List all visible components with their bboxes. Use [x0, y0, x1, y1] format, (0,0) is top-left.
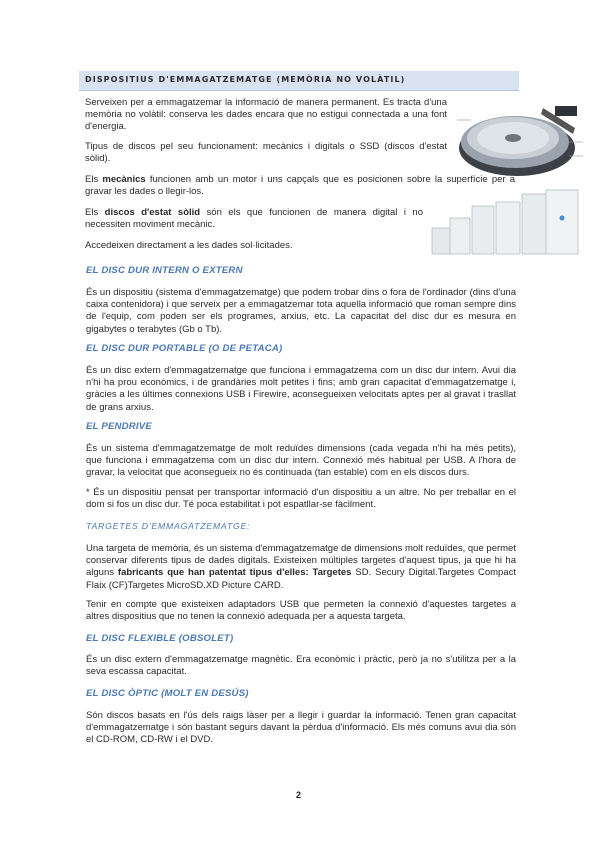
pendrive-text-2: * És un dispositiu pensat per transportar informació d'un dispositiu a un altre. No per treballar en el dom si fos un disc dur. Té poca estabilitat i pot espatllar-se fàcilment.	[86, 487, 516, 511]
section-header-bar	[79, 71, 519, 91]
intro-paragraph-5: Accedeixen directament a les dades sol·licitades.	[85, 240, 293, 251]
intro-paragraph-1: Serveixen per a emmagatzemar la informació de manera permanent. Es tracta d'una memòria no volàtil: conserva les dades encara que no estigui connectada a una font d'energia.	[85, 97, 447, 133]
pendrive-text-1: És un sistema d'emmagatzematge de molt reduïdes dimensions (cada vegada n'hi ha més petits), que funciona i emmagatzema com un disc dur intern. Connexió més habitual per USB. A l'hora de gravar, la velocitat que aconsegueix no és continuada (tan estable) com en els discos durs.	[86, 443, 516, 479]
optical-disk-text: Són discos basats en l'ús dels raigs làser per a llegir i guardar la informació. Tenen gran capacitat d'emmagatzematge i són bastant segurs davant la pèrdua d'informació. Els més comuns avui dia són el CD-ROM, CD-RW i el DVD.	[86, 710, 516, 746]
page-number: 2	[296, 790, 302, 800]
section-header-title: DISPOSITIUS D'EMMAGATZEMATGE (MEMÒRIA NO VOLÀTIL)	[85, 75, 406, 84]
heading-memory-cards: TARGETES D'EMMAGATZEMATGE:	[86, 521, 251, 531]
manufacturers-bold: fabricants que han patentat tipus d'elles: Targetes	[117, 567, 352, 579]
memory-cards-text-1: Una targeta de memòria, és un sistema d'emmagatzematge de dimensions molt reduïdes, que permet conservar diferents tipus de dades digitals. Existeixen múltiples targetes d'aquest tipus, ja que hi ha alguns fabricants que han patentat tipus d'elles: Targetes SD. Secury Digital.Targetes Compact Flaix (CF)Targetes MicroSD.XD Picture CARD.	[86, 543, 516, 591]
intro-paragraph-4: Els discos d'estat sòlid són els que funcionen de manera digital i no necessiten moviment mecànic.	[85, 207, 423, 231]
mechanical-bold: mecànics	[102, 174, 146, 185]
internal-disk-text: És un dispositiu (sistema d'emmagatzematge) que podem trobar dins o fora de l'ordinador (dins d'una caixa contenidora) i que serveix per a emmagatzemar tota aquella informació que roman sempre dins de l'equip, com poden ser els programes, arxius, etc. La capacitat del disc dur es mesura en gigabytes o terabytes (Gb o Tb).	[86, 287, 516, 335]
heading-internal-disk: EL DISC DUR INTERN O EXTERN	[86, 265, 243, 276]
external-drives-image	[430, 188, 580, 256]
floppy-disk-text: És un disc extern d'emmagatzematge magnètic. Era econòmic i pràctic, però ja no s'utilitza per a la seva escassa capacitat.	[86, 654, 516, 678]
heading-floppy-disk: EL DISC FLEXIBLE (OBSOLET)	[86, 633, 234, 644]
memory-cards-text-2: Tenir en compte que existeixen adaptadors USB que permeten la connexió d'aquestes targetes a altres dispositius que no tenen la connexió adequada per a aquesta targeta.	[86, 599, 516, 623]
heading-portable-disk: EL DISC DUR PORTABLE (O DE PETACA)	[86, 343, 283, 354]
portable-disk-text: És un disc extern d'emmagatzematge que funciona i emmagatzema com un disc dur intern. Avui dia n'hi ha prou econòmics, i de grandàries molt petites i fins; amb gran capacitat d'emmagatzematge i, gràcies a les últimes connexions USB i Firewire, aconsegueixen velocitats aptes per al gravat i trasllat de grans arxius.	[86, 365, 516, 413]
heading-pendrive: EL PENDRIVE	[86, 421, 152, 432]
intro-paragraph-2: Tipus de discos pel seu funcionament: mecànics i digitals o SSD (discos d'estat sòlid).	[85, 141, 447, 165]
heading-optical-disk: EL DISC ÒPTIC (MOLT EN DESÚS)	[86, 688, 249, 699]
hard-disk-image	[455, 98, 585, 180]
intro-paragraph-3: Els mecànics funcionen amb un motor i uns capçals que es posicionen sobre la superfície per a gravar les dades o llegir-los.	[85, 174, 515, 198]
ssd-bold: discos d'estat sòlid	[104, 207, 201, 218]
